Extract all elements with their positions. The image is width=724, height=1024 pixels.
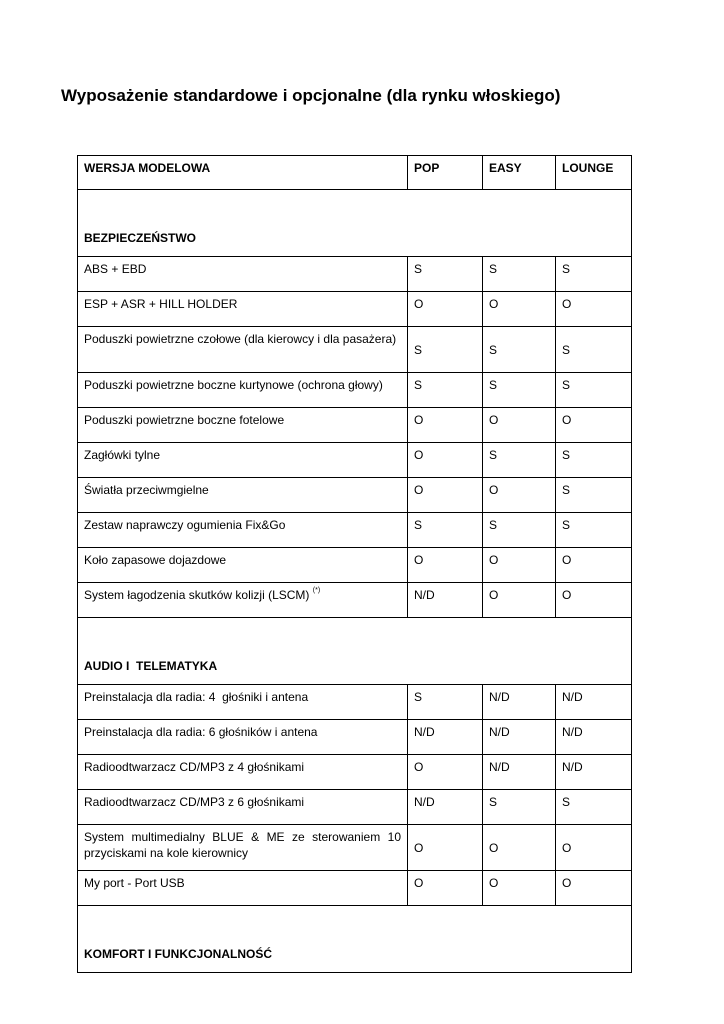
section-title: KOMFORT I FUNKCJONALNOŚĆ bbox=[78, 906, 632, 973]
table-header-row bbox=[78, 156, 632, 190]
table-row bbox=[78, 720, 632, 755]
value-cell-pop: N/D bbox=[408, 720, 483, 755]
feature-cell: Światła przeciwmgielne bbox=[78, 478, 408, 513]
value-cell-easy: S bbox=[483, 513, 556, 548]
table-row bbox=[78, 755, 632, 790]
table-row bbox=[78, 257, 632, 292]
value-cell-lounge: S bbox=[556, 257, 632, 292]
footnote-marker: (*) bbox=[312, 587, 321, 594]
value-cell-lounge: S bbox=[556, 790, 632, 825]
value-cell-easy: N/D bbox=[483, 720, 556, 755]
feature-cell: My port - Port USB bbox=[78, 871, 408, 906]
value-cell-easy: N/D bbox=[483, 685, 556, 720]
value-cell-lounge: O bbox=[556, 292, 632, 327]
table-row bbox=[78, 790, 632, 825]
value-cell-lounge: O bbox=[556, 871, 632, 906]
header-cell-easy: EASY bbox=[483, 156, 556, 190]
value-cell-lounge: S bbox=[556, 327, 632, 373]
table-row bbox=[78, 478, 632, 513]
table-row bbox=[78, 408, 632, 443]
section-row-comfort-functionality bbox=[78, 906, 632, 973]
table-row bbox=[78, 292, 632, 327]
value-cell-easy: S bbox=[483, 443, 556, 478]
value-cell-lounge: O bbox=[556, 548, 632, 583]
value-cell-easy: O bbox=[483, 408, 556, 443]
table-row bbox=[78, 685, 632, 720]
page-title: Wyposażenie standardowe i opcjonalne (dla rynku włoskiego) bbox=[61, 86, 561, 105]
feature-cell: Zagłówki tylne bbox=[78, 443, 408, 478]
table-row bbox=[78, 327, 632, 373]
table-row bbox=[78, 548, 632, 583]
value-cell-lounge: S bbox=[556, 513, 632, 548]
value-cell-pop: O bbox=[408, 292, 483, 327]
value-cell-easy: S bbox=[483, 373, 556, 408]
value-cell-lounge: S bbox=[556, 373, 632, 408]
value-cell-easy: O bbox=[483, 478, 556, 513]
feature-cell: Koło zapasowe dojazdowe bbox=[78, 548, 408, 583]
section-title: BEZPIECZEŃSTWO bbox=[78, 190, 632, 257]
feature-cell: ABS + EBD bbox=[78, 257, 408, 292]
value-cell-pop: O bbox=[408, 548, 483, 583]
value-cell-pop: S bbox=[408, 257, 483, 292]
value-cell-lounge: S bbox=[556, 478, 632, 513]
feature-cell: Preinstalacja dla radia: 6 głośników i antena bbox=[78, 720, 408, 755]
value-cell-lounge: O bbox=[556, 825, 632, 871]
value-cell-easy: O bbox=[483, 871, 556, 906]
value-cell-pop: O bbox=[408, 408, 483, 443]
value-cell-pop: S bbox=[408, 327, 483, 373]
value-cell-easy: O bbox=[483, 548, 556, 583]
feature-cell bbox=[78, 583, 408, 618]
value-cell-pop: S bbox=[408, 373, 483, 408]
section-row-audio-telematics bbox=[78, 618, 632, 685]
feature-cell: Poduszki powietrzne boczne fotelowe bbox=[78, 408, 408, 443]
header-cell-pop: POP bbox=[408, 156, 483, 190]
feature-cell: Poduszki powietrzne czołowe (dla kierowcy i dla pasażera) bbox=[78, 327, 408, 373]
table-row bbox=[78, 583, 632, 618]
header-cell-lounge: LOUNGE bbox=[556, 156, 632, 190]
value-cell-lounge: N/D bbox=[556, 685, 632, 720]
feature-cell: ESP + ASR + HILL HOLDER bbox=[78, 292, 408, 327]
value-cell-easy: S bbox=[483, 790, 556, 825]
value-cell-pop: O bbox=[408, 755, 483, 790]
value-cell-pop: N/D bbox=[408, 583, 483, 618]
value-cell-pop: N/D bbox=[408, 790, 483, 825]
header-cell-model-version: WERSJA MODELOWA bbox=[78, 156, 408, 190]
value-cell-lounge: S bbox=[556, 443, 632, 478]
equipment-table bbox=[77, 155, 632, 973]
value-cell-lounge: N/D bbox=[556, 755, 632, 790]
value-cell-pop: O bbox=[408, 871, 483, 906]
value-cell-lounge: O bbox=[556, 583, 632, 618]
feature-cell: Poduszki powietrzne boczne kurtynowe (ochrona głowy) bbox=[78, 373, 408, 408]
feature-cell: Radioodtwarzacz CD/MP3 z 4 głośnikami bbox=[78, 755, 408, 790]
value-cell-pop: S bbox=[408, 513, 483, 548]
value-cell-pop: O bbox=[408, 443, 483, 478]
table-row bbox=[78, 373, 632, 408]
value-cell-pop: O bbox=[408, 825, 483, 871]
value-cell-easy: N/D bbox=[483, 755, 556, 790]
feature-cell: Radioodtwarzacz CD/MP3 z 6 głośnikami bbox=[78, 790, 408, 825]
value-cell-easy: O bbox=[483, 292, 556, 327]
feature-cell: Preinstalacja dla radia: 4 głośniki i antena bbox=[78, 685, 408, 720]
feature-text: System łagodzenia skutków kolizji (LSCM) bbox=[84, 588, 310, 602]
value-cell-pop: S bbox=[408, 685, 483, 720]
section-title: AUDIO I TELEMATYKA bbox=[78, 618, 632, 685]
table-row bbox=[78, 871, 632, 906]
feature-cell: System multimedialny BLUE & ME ze sterowaniem 10 przyciskami na kole kierownicy bbox=[78, 825, 408, 871]
value-cell-lounge: O bbox=[556, 408, 632, 443]
value-cell-easy: S bbox=[483, 327, 556, 373]
value-cell-pop: O bbox=[408, 478, 483, 513]
section-row-safety bbox=[78, 190, 632, 257]
table-row bbox=[78, 443, 632, 478]
value-cell-easy: S bbox=[483, 257, 556, 292]
table-row bbox=[78, 513, 632, 548]
value-cell-easy: O bbox=[483, 583, 556, 618]
value-cell-lounge: N/D bbox=[556, 720, 632, 755]
feature-cell: Zestaw naprawczy ogumienia Fix&Go bbox=[78, 513, 408, 548]
table-row bbox=[78, 825, 632, 871]
value-cell-easy: O bbox=[483, 825, 556, 871]
